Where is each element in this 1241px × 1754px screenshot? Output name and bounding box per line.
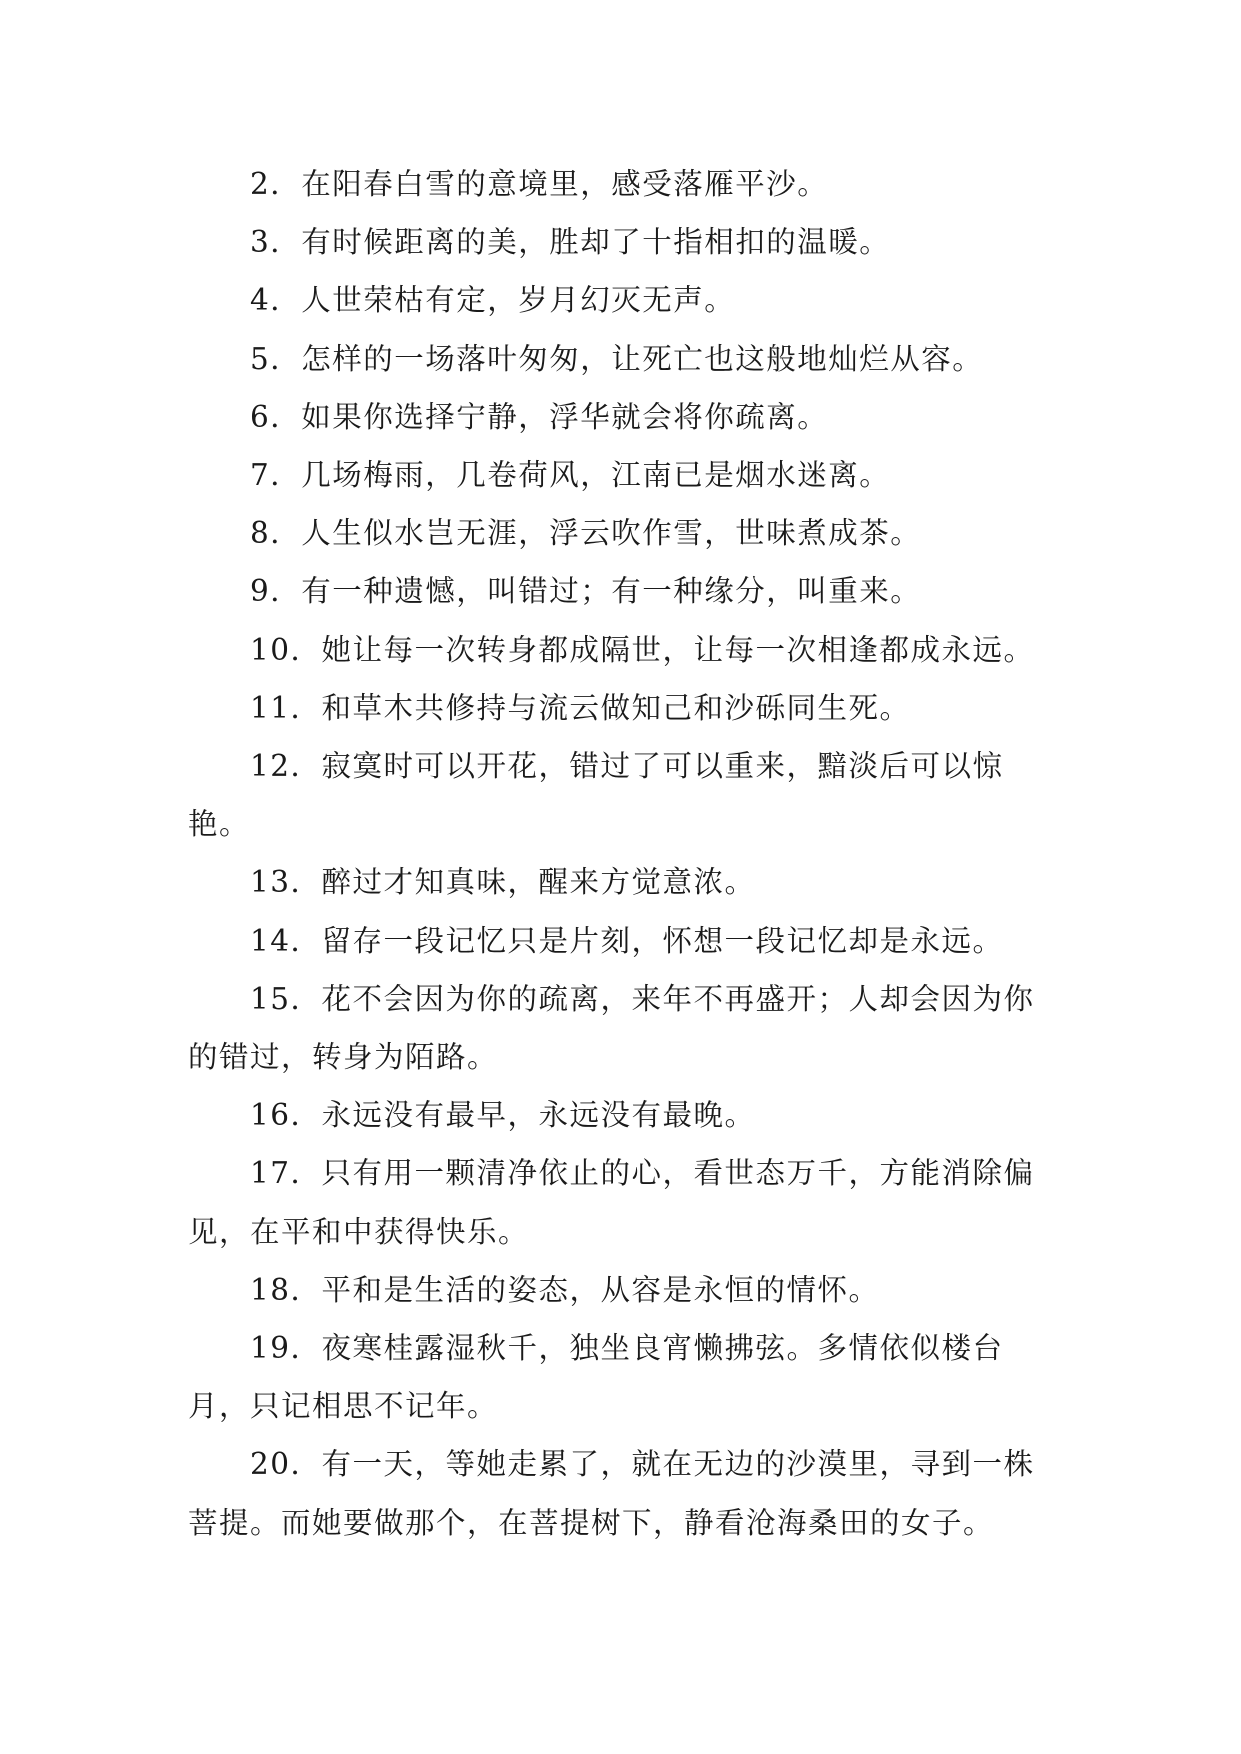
paragraph-4: 4．人世荣枯有定，岁月幻灭无声。 xyxy=(250,283,736,318)
paragraph-14: 14．留存一段记忆只是片刻，怀想一段记忆却是永远。 xyxy=(250,923,1004,958)
paragraph-8: 8．人生似水岂无涯，浮云吹作雪，世味煮成茶。 xyxy=(250,516,922,551)
paragraph-19: 19．夜寒桂露湿秋千，独坐良宵懒拂弦。多情依似楼台月，只记相思不记年。 xyxy=(188,1331,1004,1424)
paragraph-6: 6．如果你选择宁静，浮华就会将你疏离。 xyxy=(250,399,829,434)
paragraph-2: 2．在阳春白雪的意境里，感受落雁平沙。 xyxy=(250,167,829,201)
paragraph-17: 17．只有用一颗清净依止的心，看世态万千，方能消除偏见，在平和中获得快乐。 xyxy=(188,1156,1035,1249)
document-body xyxy=(188,155,1058,1552)
paragraph-18: 18．平和是生活的姿态，从容是永恒的情怀。 xyxy=(250,1272,880,1307)
paragraph-13: 13．醉过才知真味，醒来方觉意浓。 xyxy=(250,865,756,900)
paragraph-16: 16．永远没有最早，永远没有最晚。 xyxy=(250,1098,756,1133)
paragraph-20: 20．有一天，等她走累了，就在无边的沙漠里，寻到一株菩提。而她要做那个，在菩提树下，静看沧海桑田的女子。 xyxy=(188,1447,1035,1540)
paragraph-9: 9．有一种遗憾，叫错过；有一种缘分，叫重来。 xyxy=(250,574,922,609)
paragraph-3: 3．有时候距离的美，胜却了十指相扣的温暖。 xyxy=(250,225,891,260)
paragraph-12: 12．寂寞时可以开花，错过了可以重来，黯淡后可以惊艳。 xyxy=(188,749,1004,842)
paragraph-15: 15．花不会因为你的疏离，来年不再盛开；人却会因为你的错过，转身为陌路。 xyxy=(188,981,1035,1075)
paragraph-11: 11．和草木共修持与流云做知己和沙砾同生死。 xyxy=(250,690,911,725)
paragraph-10: 10．她让每一次转身都成隔世，让每一次相逢都成永远。 xyxy=(250,632,1035,667)
paragraph-5: 5．怎样的一场落叶匆匆，让死亡也这般地灿烂从容。 xyxy=(250,341,984,376)
paragraph-7: 7．几场梅雨，几卷荷风，江南已是烟水迷离。 xyxy=(250,458,891,493)
